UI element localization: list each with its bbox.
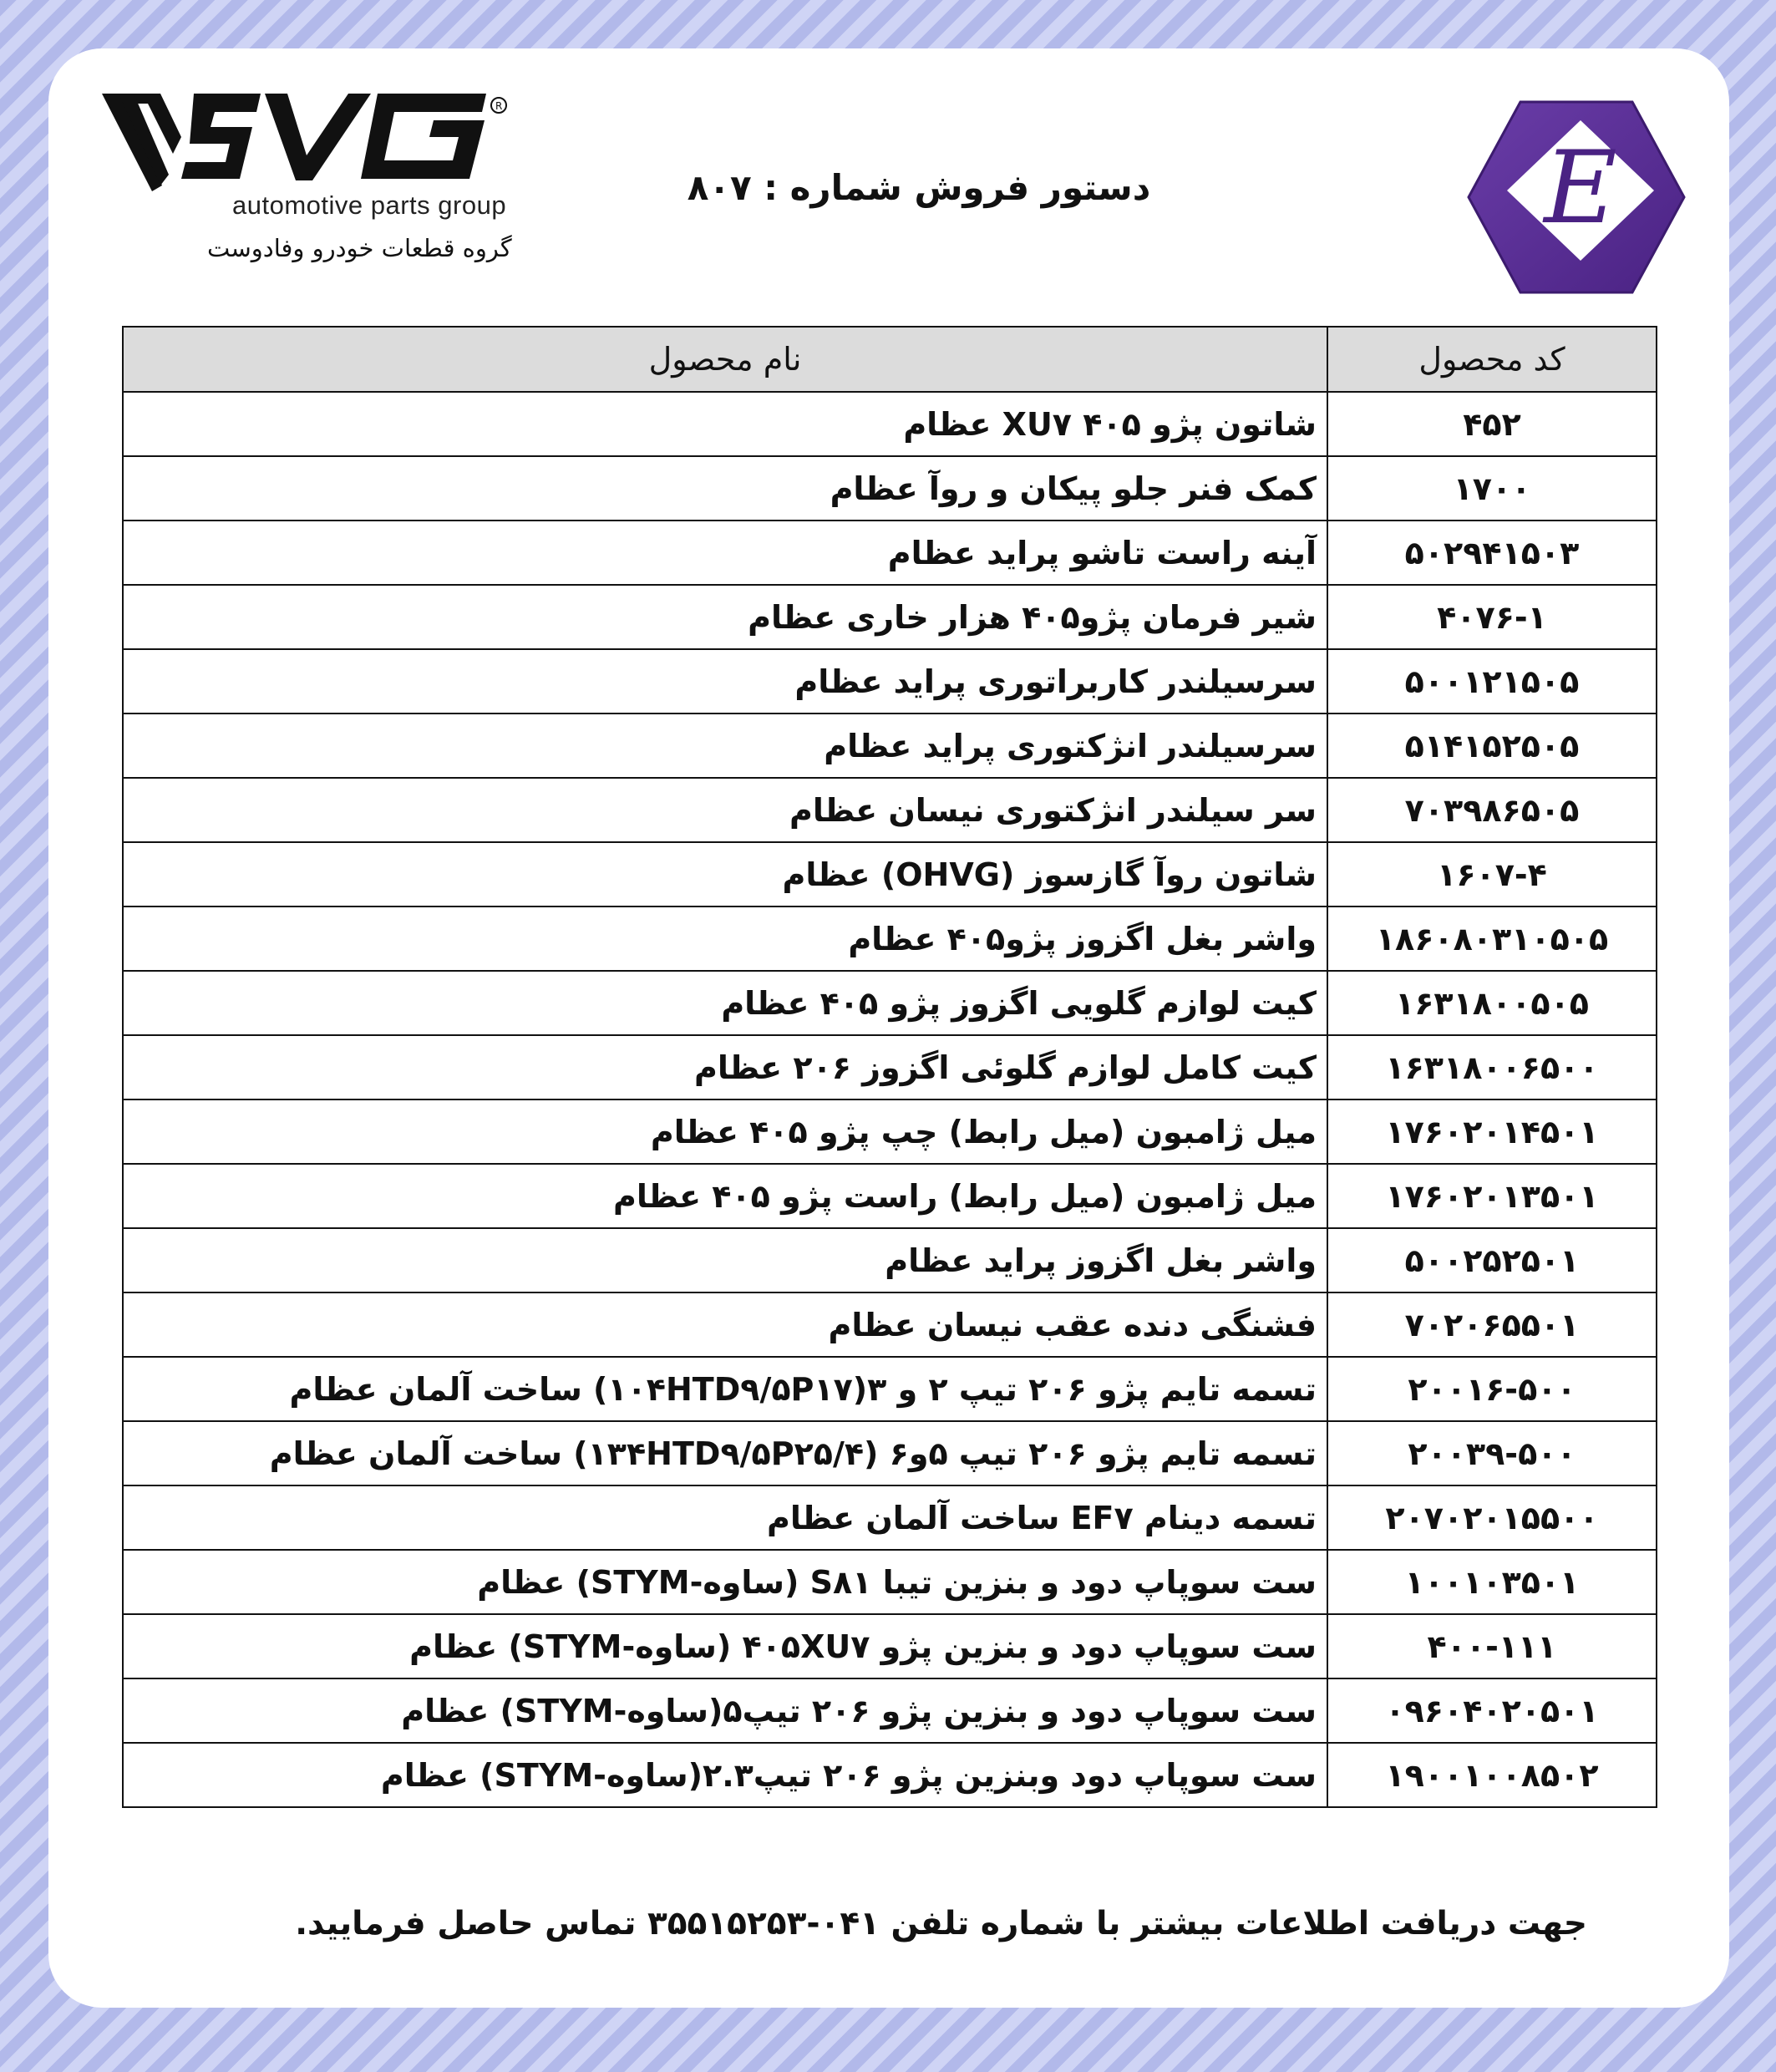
hexagon-e-icon — [1464, 97, 1689, 297]
product-name: آینه راست تاشو پراید عظام — [123, 521, 1327, 585]
product-code: ۴۵۲ — [1327, 392, 1657, 456]
column-header-name: نام محصول — [123, 327, 1327, 392]
product-code: ۷۰۳۹۸۶۵۰۵ — [1327, 778, 1657, 842]
product-code: ۲۰۰۱۶-۵۰۰ — [1327, 1357, 1657, 1421]
product-name: تسمه تایم پژو ۲۰۶ تیپ ۲ و ۳(۱۰۴HTD۹/۵P۱۷) ساخت آلمان عظام — [123, 1357, 1327, 1421]
column-header-code: کد محصول — [1327, 327, 1657, 392]
product-code: ۴۰۰-۱۱۱ — [1327, 1614, 1657, 1678]
product-name: شیر فرمان پژو۴۰۵ هزار خاری عظام — [123, 585, 1327, 649]
product-name: میل ژامبون (میل رابط) راست پژو ۴۰۵ عظام — [123, 1164, 1327, 1228]
gsvg-logo — [102, 87, 520, 279]
product-name: کمک فنر جلو پیکان و روآ عظام — [123, 456, 1327, 521]
table-row — [123, 1485, 1657, 1550]
product-code: ۱۷۶۰۲۰۱۳۵۰۱ — [1327, 1164, 1657, 1228]
contact-footer: جهت دریافت اطلاعات بیشتر با شماره تلفن ۰۴۱-۳۵۵۱۵۲۵۳ تماس حاصل فرمایید. — [295, 1905, 1587, 1942]
table-row — [123, 1164, 1657, 1228]
table-row — [123, 906, 1657, 971]
product-name: واشر بغل اگزوز پراید عظام — [123, 1228, 1327, 1292]
product-code: ۴۰۷۶-۱ — [1327, 585, 1657, 649]
table-row — [123, 971, 1657, 1035]
product-name: میل ژامبون (میل رابط) چپ پژو ۴۰۵ عظام — [123, 1099, 1327, 1164]
product-code: ۱۰۰۱۰۳۵۰۱ — [1327, 1550, 1657, 1614]
table-row — [123, 1743, 1657, 1807]
brand-tagline: automotive parts group — [232, 190, 507, 220]
product-name: تسمه دینام EF۷ ساخت آلمان عظام — [123, 1485, 1327, 1550]
product-code: ۰۹۶۰۴۰۲۰۵۰۱ — [1327, 1678, 1657, 1743]
product-name: کیت لوازم گلویی اگزوز پژو ۴۰۵ عظام — [123, 971, 1327, 1035]
gsvg-wordmark-icon — [102, 87, 520, 191]
product-name: ست سوپاپ دود و بنزین پژو ۲۰۶ تیپ۵(ساوه-STYM) عظام — [123, 1678, 1327, 1743]
product-code: ۱۶۳۱۸۰۰۵۰۵ — [1327, 971, 1657, 1035]
product-code: ۱۷۶۰۲۰۱۴۵۰۱ — [1327, 1099, 1657, 1164]
table-row — [123, 842, 1657, 906]
table-row — [123, 1357, 1657, 1421]
table-row — [123, 1035, 1657, 1099]
table-row — [123, 1099, 1657, 1164]
product-name: فشنگی دنده عقب نیسان عظام — [123, 1292, 1327, 1357]
product-code: ۷۰۲۰۶۵۵۰۱ — [1327, 1292, 1657, 1357]
azam-badge-logo — [1464, 97, 1689, 297]
table-row — [123, 1228, 1657, 1292]
product-name: سرسیلندر انژکتوری پراید عظام — [123, 714, 1327, 778]
product-code: ۲۰۷۰۲۰۱۵۵۰۰ — [1327, 1485, 1657, 1550]
product-name: کیت کامل لوازم گلوئی اگزوز ۲۰۶ عظام — [123, 1035, 1327, 1099]
table-row — [123, 392, 1657, 456]
table-row — [123, 1678, 1657, 1743]
table-row — [123, 1550, 1657, 1614]
table-row — [123, 1614, 1657, 1678]
product-code: ۵۰۰۲۵۲۵۰۱ — [1327, 1228, 1657, 1292]
product-name: ست سوپاپ دود و بنزین پژو ۴۰۵XU۷ (ساوه-STYM) عظام — [123, 1614, 1327, 1678]
product-code: ۱۶۰۷-۴ — [1327, 842, 1657, 906]
product-code: ۱۶۳۱۸۰۰۶۵۰۰ — [1327, 1035, 1657, 1099]
product-code: ۵۱۴۱۵۲۵۰۵ — [1327, 714, 1657, 778]
product-name: ست سوپاپ دود وبنزین پژو ۲۰۶ تیپ۲.۳(ساوه-STYM) عظام — [123, 1743, 1327, 1807]
table-row — [123, 778, 1657, 842]
product-name: تسمه تایم پژو ۲۰۶ تیپ ۵و۶ (۱۳۴HTD۹/۵P۲۵/۴) ساخت آلمان عظام — [123, 1421, 1327, 1485]
product-name: سر سیلندر انژکتوری نیسان عظام — [123, 778, 1327, 842]
table-header-row — [123, 327, 1657, 392]
brand-persian-name: گروه قطعات خودرو وفادوست — [207, 234, 512, 262]
product-name: واشر بغل اگزوز پژو۴۰۵ عظام — [123, 906, 1327, 971]
product-code: ۵۰۰۱۲۱۵۰۵ — [1327, 649, 1657, 714]
svg-text:E: E — [1544, 130, 1617, 246]
page-title: دستور فروش شماره : ۸۰۷ — [687, 167, 1151, 208]
table-row — [123, 1292, 1657, 1357]
product-code: ۵۰۲۹۴۱۵۰۳ — [1327, 521, 1657, 585]
table-row — [123, 585, 1657, 649]
table-row — [123, 1421, 1657, 1485]
table-row — [123, 521, 1657, 585]
svg-text:R: R — [495, 100, 503, 112]
table-row — [123, 456, 1657, 521]
product-code: ۱۷۰۰ — [1327, 456, 1657, 521]
product-code: ۱۹۰۰۱۰۰۸۵۰۲ — [1327, 1743, 1657, 1807]
product-name: سرسیلندر کاربراتوری پراید عظام — [123, 649, 1327, 714]
table-row — [123, 714, 1657, 778]
table-row — [123, 649, 1657, 714]
products-table — [122, 326, 1657, 1808]
product-code: ۲۰۰۳۹-۵۰۰ — [1327, 1421, 1657, 1485]
product-name: شاتون روآ گازسوز (OHVG) عظام — [123, 842, 1327, 906]
product-code: ۱۸۶۰۸۰۳۱۰۵۰۵ — [1327, 906, 1657, 971]
product-name: شاتون پژو ۴۰۵ XU۷ عظام — [123, 392, 1327, 456]
product-name: ست سوپاپ دود و بنزین تیبا S۸۱ (ساوه-STYM) عظام — [123, 1550, 1327, 1614]
